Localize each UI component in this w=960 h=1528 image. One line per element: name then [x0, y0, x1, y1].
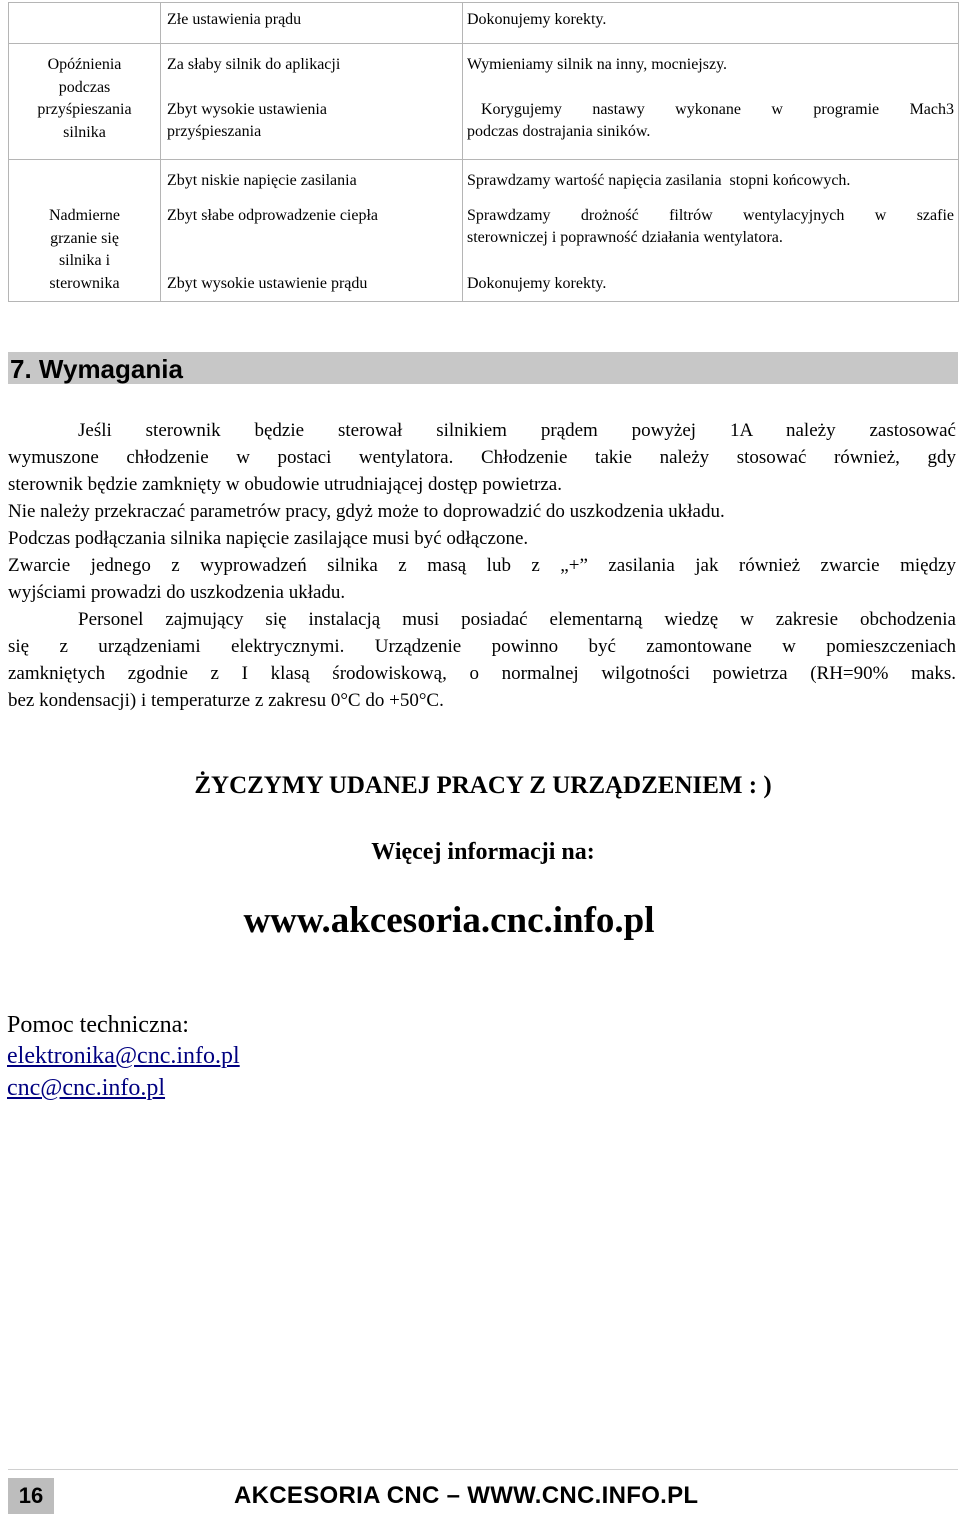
paragraph-short-circuit — [8, 552, 956, 606]
remedy-text: Wymieniamy silnik na inny, mocniejszy. — [467, 56, 728, 73]
paragraph-line: się z urządzeniami elektrycznymi. Urządzenie powinno być zamontowane w pomieszczeniach — [8, 636, 956, 657]
email-link-electronics[interactable]: elektronika@cnc.info.pl — [7, 1043, 240, 1069]
symptom-cell — [9, 160, 161, 302]
paragraph-line: wyjściami prowadzi do uszkodzenia układu. — [8, 582, 346, 603]
paragraph-line: Zwarcie jednego z wyprowadzeń silnika z masą lub z „+” zasilania jak również zwarcie między — [8, 555, 956, 576]
email-link-cnc[interactable]: cnc@cnc.info.pl — [7, 1075, 166, 1101]
paragraph-line: Podczas podłączania silnika napięcie zasilające musi być odłączone. — [8, 528, 529, 549]
table-row — [9, 160, 959, 302]
remedy-text: Dokonujemy korekty. — [467, 275, 607, 292]
cause-text: Zbyt wysokie ustawienia — [167, 101, 327, 118]
cause-text: Zbyt niskie napięcie zasilania — [167, 172, 357, 189]
website-link[interactable]: www.akcesoria.cnc.info.pl — [243, 900, 655, 941]
remedy-cell — [463, 44, 959, 160]
symptom-cell-empty — [9, 3, 161, 44]
cause-text: Zbyt słabe odprowadzenie ciepła — [167, 207, 379, 224]
cause-text: Złe ustawienia prądu — [167, 11, 302, 28]
page-number: 16 — [8, 1478, 54, 1514]
cause-text: przyśpieszania — [167, 123, 262, 140]
remedy-text: Sprawdzamy drożność filtrów wentylacyjnych w szafie — [467, 207, 954, 224]
cause-text: Za słaby silnik do aplikacji — [167, 56, 341, 73]
paragraph-disconnect — [8, 525, 956, 552]
paragraph-cooling — [8, 417, 956, 498]
section-heading — [8, 352, 958, 384]
symptom-line: silnika — [63, 124, 106, 141]
cause-cell — [161, 3, 463, 44]
remedy-cell — [463, 3, 959, 44]
paragraph-personnel — [8, 606, 956, 714]
remedy-text: Dokonujemy korekty. — [467, 11, 607, 28]
paragraph-line: wymuszone chłodzenie w postaci wentylatora. Chłodzenie takie należy stosować również, gdy — [8, 447, 956, 468]
footer-text: AKCESORIA CNC – WWW.CNC.INFO.PL — [234, 1482, 699, 1509]
symptom-line: sterownika — [49, 275, 120, 292]
symptom-cell — [9, 44, 161, 160]
cause-cell — [161, 44, 463, 160]
paragraph-parameters — [8, 498, 956, 525]
paragraph-line: Jeśli sterownik będzie sterował silnikiem prądem powyżej 1A należy zastosować — [78, 420, 956, 441]
paragraph-line: zamkniętych zgodnie z I klasą środowiskową, o normalnej wilgotności powietrza (RH=90% maks. — [8, 663, 956, 684]
paragraph-line: Nie należy przekraczać parametrów pracy, gdyż może to doprowadzić do uszkodzenia układu. — [8, 501, 725, 522]
remedy-text: podczas dostrajania siników. — [467, 123, 651, 140]
cause-cell — [161, 160, 463, 302]
symptom-line: podczas — [58, 79, 111, 96]
section-title: 7. Wymagania — [10, 354, 183, 384]
table-row — [9, 3, 959, 44]
symptom-line: Opóźnienia — [47, 56, 122, 73]
symptom-line: Nadmierne — [48, 207, 121, 224]
closing-wish: ŻYCZYMY UDANEJ PRACY Z URZĄDZENIEM : ) — [194, 772, 772, 799]
paragraph-line: bez kondensacji) i temperaturze z zakresu 0°C do +50°C. — [8, 690, 444, 711]
support-label: Pomoc techniczna: — [7, 1012, 189, 1038]
remedy-text: sterowniczej i poprawność działania wentylatora. — [467, 229, 783, 246]
remedy-text: Sprawdzamy wartość napięcia zasilania stopni końcowych. — [467, 172, 851, 189]
symptom-line: grzanie się — [50, 230, 119, 247]
more-info-label: Więcej informacji na: — [371, 839, 595, 865]
paragraph-line: Personel zajmujący się instalacją musi posiadać elementarną wiedzę w zakresie obchodzenia — [78, 609, 956, 630]
footer-divider — [8, 1469, 958, 1470]
table-row — [9, 44, 959, 160]
remedy-text: Korygujemy nastawy wykonane w programie Mach3 — [481, 101, 954, 118]
symptom-line: silnika i — [58, 252, 111, 269]
cause-text: Zbyt wysokie ustawienie prądu — [167, 275, 368, 292]
troubleshooting-table — [8, 2, 959, 302]
remedy-cell — [463, 160, 959, 302]
paragraph-line: sterownik będzie zamknięty w obudowie utrudniającej dostęp powietrza. — [8, 474, 562, 495]
symptom-line: przyśpieszania — [37, 101, 132, 118]
